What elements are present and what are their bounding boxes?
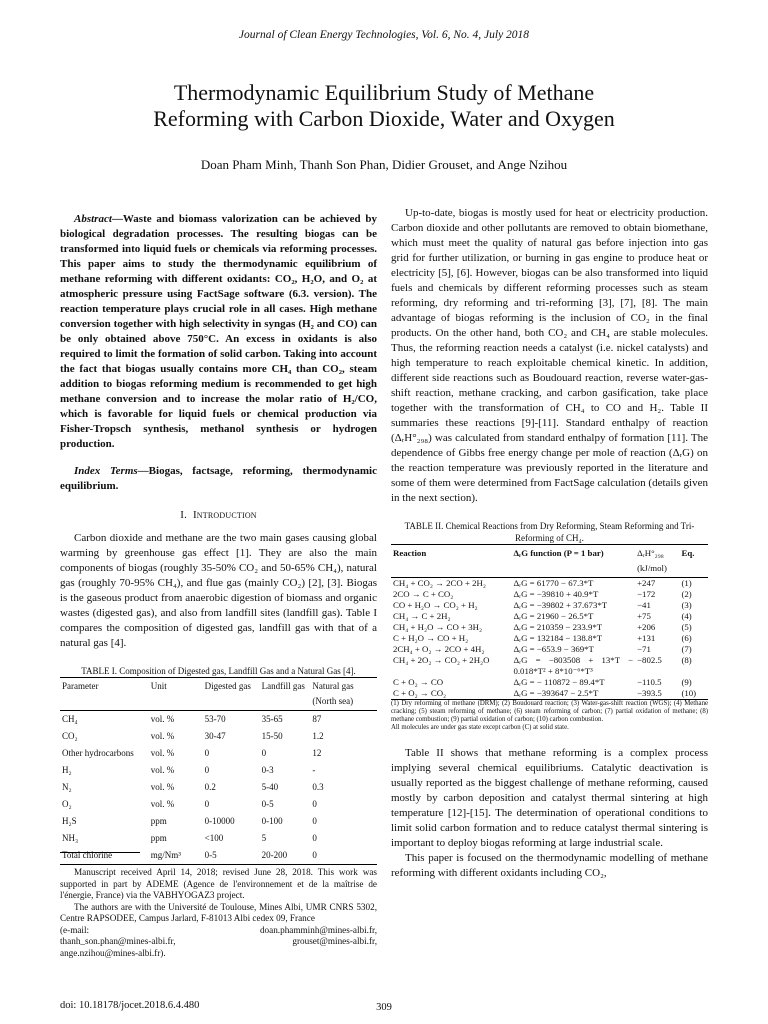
table2-header: ΔᵣG function (P = 1 bar) <box>513 548 604 558</box>
table1-row <box>60 830 377 847</box>
table1-cell: 0-10000 <box>204 816 235 826</box>
table1-cell: O₂ <box>62 799 72 809</box>
footnote-divider <box>60 852 140 853</box>
table1-cell: - <box>312 765 316 775</box>
journal-header: Journal of Clean Energy Technologies, Vol. 6, No. 4, July 2018 <box>238 29 530 41</box>
abstract-text: —Waste and biomass valorization can be achieved by biological degradation processes. The resulting biogas can be transformed into liquid fuels or chemicals via reforming processes. This paper aims to study the thermodynamic equilibrium of methane reforming with different oxidants: CO₂, H₂O, and O₂ at atmospheric pressure using FactSage software (6.3. version). The reaction temperature plays crucial role in all cases. High methane conversion together with high selectivity in syngas (H₂ and CO) can be only obtained above 750°C. An excess in oxidants is also required to limit the formation of solid carbon. Taking into account the fact that biogas usually contains more CH₄ than CO₂, steam addition to biogas reforming medium is recommended to get high methane conversion and to increase the molar ratio of H₂/CO, which is favorable for liquid fuels or chemical production via Fisher-Tropsch synthesis, methanol synthesis or hydrogen production. <box>60 213 377 450</box>
table2-row <box>391 677 708 688</box>
table2-cell: −172 <box>637 589 656 599</box>
table1-cell: 0-3 <box>261 765 274 775</box>
table2-cell: ΔᵣG = 132184 − 138.8*T <box>513 633 603 643</box>
table1-cell: 0 <box>312 799 317 809</box>
table2-cell: ΔᵣG = −653.9 − 369*T <box>513 644 594 654</box>
footnote-email-row <box>60 936 377 948</box>
table1-cell: 30-47 <box>204 731 226 741</box>
table1-header: Landfill gas <box>261 681 305 691</box>
footnote-email-label: (e-mail: <box>60 924 90 935</box>
table1-cell: 0 <box>261 748 267 758</box>
title-line-1: Thermodynamic Equilibrium Study of Methane <box>173 80 595 105</box>
table2-cell: ΔᵣG = 210359 − 233.9*T <box>513 622 603 632</box>
table1-header: Natural gas (North sea) <box>312 681 354 706</box>
table2-note: All molecules are under gas state except carbon (C) at solid state. <box>391 724 569 731</box>
right-paragraph-2: Table II shows that methane reforming is a complex process implying several chemical equilibriums. Catalytic deactivation is usually reported as the biggest challenge of methane reforming, caused mostly by carbon deposition and catalyst thermal sintering at high temperature [12]-[15]. The determination of operational conditions to limit solid carbon formation and to reduce catalyst thermal sintering is important to deploy biogas reforming at large industrial scale. <box>391 747 708 849</box>
table1-cell: vol. % <box>150 799 175 809</box>
table2-row <box>391 655 708 677</box>
table2-header: Eq. <box>681 548 695 558</box>
footnote-affiliation: The authors are with the Université de Toulouse, Mines Albi, UMR CNRS 5302, Centre RAPSODEE, Campus Jarlard, F-81013 Albi cedex 09, France <box>60 901 377 923</box>
table1-cell: ppm <box>150 833 167 843</box>
table2-cell: ΔᵣG = 61770 − 67.3*T <box>513 578 594 588</box>
table1-cell: vol. % <box>150 765 175 775</box>
table2-header-row <box>391 545 708 578</box>
table1-cell: vol. % <box>150 782 175 792</box>
right-column <box>391 206 708 881</box>
table1-row <box>60 762 377 779</box>
table1-cell: 20-200 <box>261 850 288 860</box>
section-heading-introduction <box>60 508 377 523</box>
table2-cell: CH₄ + CO₂ → 2CO + 2H₂ <box>393 578 486 588</box>
table2-cell: ΔᵣG = −39810 + 40.9*T <box>513 589 599 599</box>
table2-cell: (8) <box>681 655 692 665</box>
table1-cell: 0.2 <box>204 782 216 792</box>
table2-cell: +247 <box>637 578 656 588</box>
abstract-label: Abstract <box>74 213 112 225</box>
table1-cell: 0.3 <box>312 782 324 792</box>
table1-cell: Other hydrocarbons <box>62 748 134 758</box>
table2-cell: CH₄ + H₂O → CO + 3H₂ <box>393 622 483 632</box>
table1-cell: vol. % <box>150 714 175 724</box>
table1-cell: 0 <box>204 748 210 758</box>
table1-cell: Total chlorine <box>62 850 113 860</box>
table2-row <box>391 578 708 590</box>
table2-body <box>391 578 708 700</box>
table2-cell: (2) <box>681 589 692 599</box>
table2-row <box>391 644 708 655</box>
table1-cell: ppm <box>150 816 167 826</box>
table1-cell: 0 <box>312 850 317 860</box>
footnote-email[interactable]: ange.nzihou@mines-albi.fr). <box>60 947 166 958</box>
table2-cell: C + H₂O → CO + H₂ <box>393 633 469 643</box>
table1-row <box>60 813 377 830</box>
table1-cell: vol. % <box>150 748 175 758</box>
table2-cell: 2CO → C + CO₂ <box>393 589 454 599</box>
table2-cell: +206 <box>637 622 656 632</box>
table1-row <box>60 728 377 745</box>
left-column <box>60 212 377 865</box>
table2-row <box>391 611 708 622</box>
section-title: Introduction <box>192 509 257 521</box>
table2-row <box>391 688 708 700</box>
table1-cell: 0 <box>204 799 210 809</box>
table1-cell: N₂ <box>62 782 72 792</box>
table2-row <box>391 600 708 611</box>
table1-cell: 15-50 <box>261 731 283 741</box>
table2-cell: −802.5 <box>637 655 662 665</box>
footnote-email[interactable]: thanh_son.phan@mines-albi.fr, <box>60 936 176 946</box>
table1-cell: 53-70 <box>204 714 226 724</box>
table2-cell: C + O₂ → CO <box>393 677 444 687</box>
index-terms-label: Index Terms <box>74 465 138 477</box>
table1-body <box>60 711 377 865</box>
table2-row <box>391 589 708 600</box>
table1-cell: 5-40 <box>261 782 279 792</box>
table2-cell: (6) <box>681 633 692 643</box>
table2-cell: 2CH₄ + O₂ → 2CO + 4H₂ <box>393 644 485 654</box>
title-line-2: Reforming with Carbon Dioxide, Water and Oxygen <box>153 106 615 131</box>
table2-note: (1) Dry reforming of methane (DRM); (2) Boudouard reaction; (3) Water-gas-shift reaction (WGS); (4) Methane cracking; (5) steam reforming of methane; (6) steam reforming of carbon; (7) partial oxidation of methane; (8) methane combustion; (9) partial oxidation of carbon; (10) carbon combustion. <box>391 700 708 723</box>
footnote-manuscript: Manuscript received April 14, 2018; revised June 28, 2018. This work was supported in part by ADEME (Agence de l'environnement et de la maîtrise de l'énergie, France) via the VABHYOGAZ3 project. <box>60 867 377 900</box>
table1-cell: 1.2 <box>312 731 324 741</box>
table1-row <box>60 711 377 729</box>
table1-caption: TABLE I. Composition of Digested gas, Landfill Gas and a Natural Gas [4]. <box>81 666 356 676</box>
table2-cell: +131 <box>637 633 656 643</box>
table1-cell: CH₄ <box>62 714 78 724</box>
table1-header: Parameter <box>62 681 99 691</box>
table1-cell: H₂S <box>62 816 77 826</box>
table2-cell: +75 <box>637 611 651 621</box>
table1-row <box>60 779 377 796</box>
table1 <box>60 677 377 865</box>
table2 <box>391 544 708 700</box>
table1-cell: mg/Nm³ <box>150 850 181 860</box>
section-number: I. <box>180 509 188 521</box>
intro-paragraph: Carbon dioxide and methane are the two main gases causing global warming by greenhouse gas effect [1]. They are also the main components of biogas (roughly 35-50% CO₂ and 50-65% CH₄), natural gas (roughly 70-95% CH₄), and flue gas (mainly CO₂) [2], [3]. Biogas is the gaseous product from anaerobic digestion of biomass and organic wastes (digested gas), and also from landfill sites (landfill gas). Table I compares the composition of digested gas, landfill gas with that of a natural gas [4]. <box>60 532 377 649</box>
doi[interactable]: doi: 10.18178/jocet.2018.6.4.480 <box>60 1000 200 1011</box>
table1-header: Digested gas <box>204 681 251 691</box>
footnote-email[interactable]: doan.phamminh@mines-albi.fr, <box>259 924 377 935</box>
table1-cell: H₂ <box>62 765 72 775</box>
right-paragraph-1: Up-to-date, biogas is mostly used for heat or electricity production. Carbon dioxide and other pollutants are removed to obtain biomethane, which must meet the quality of natural gas before injection into gas grid for further utilization, or burning in gas engine to produce heat or electricity [5], [6]. However, biogas can be also transformed into liquid fuels and chemicals by different reforming processes such as steam reforming, dry reforming and tri-reforming [3], [7], [8]. The main advantage of biogas reforming is the inclusion of CO₂ in the final products. On the other hand, both CO₂ and CH₄ are stable molecules. Thus, the reforming reaction needs a catalyst (i.e. nickel catalysts) and high temperature to reach exploitable chemical kinetic. In addition, different side reactions such as Boudouard reaction, reverse water-gas-shift reaction, methane cracking, and carbon gasification, take place together with the transformation of CH₄ to CO and H₂. Table II summaries these reactions [9]-[11]. Standard enthalpy of reaction (ΔᵣH°₂₉₈) was calculated from standard enthalpy of formation [11]. The dependence of Gibbs free energy change per mole of reaction (ΔᵣG) on the reaction temperature was previously reported in the literature and some of them were determined from FactSage calculation (details given in the next section). <box>391 207 708 504</box>
table2-cell: (7) <box>681 644 692 654</box>
table1-cell: 0-100 <box>261 816 283 826</box>
paper-title <box>60 80 708 132</box>
table2-cell: (4) <box>681 611 692 621</box>
table2-cell: ΔᵣG = −39802 + 37.673*T <box>513 600 608 610</box>
table2-cell: −110.5 <box>637 677 662 687</box>
table1-header-row <box>60 678 377 711</box>
footnote-email[interactable]: grouset@mines-albi.fr, <box>292 936 377 946</box>
table1-header: Unit <box>150 681 167 691</box>
table2-cell: C + O₂ → CO₂ <box>393 688 447 698</box>
right-paragraph-3: This paper is focused on the thermodynamic modelling of methane reforming with different oxidants including CO₂, <box>391 852 708 879</box>
table2-cell: CH₄ + 2O₂ → CO₂ + 2H₂O <box>393 655 490 665</box>
table2-cell: CO + H₂O → CO₂ + H₂ <box>393 600 478 610</box>
table1-cell: vol. % <box>150 731 175 741</box>
table2-header: ΔᵣH°₂₉₈ (kJ/mol) <box>637 548 667 573</box>
table1-cell: 0 <box>312 833 317 843</box>
table1-cell: 35-65 <box>261 714 283 724</box>
page-number: 309 <box>376 1002 392 1013</box>
table2-cell: (10) <box>681 688 697 698</box>
table2-cell: (5) <box>681 622 692 632</box>
footnote-email-row <box>60 925 377 937</box>
table2-cell: ΔᵣG = − 110872 − 89.4*T <box>513 677 605 687</box>
table2-cell: ΔᵣG = −393647 − 2.5*T <box>513 688 599 698</box>
table2-header: Reaction <box>393 548 427 558</box>
table1-cell: <100 <box>204 833 224 843</box>
table1-cell: 87 <box>312 714 322 724</box>
table2-caption: TABLE II. Chemical Reactions from Dry Reforming, Steam Reforming and Tri-Reforming of CH₄. <box>404 521 695 543</box>
table2-cell: (1) <box>681 578 692 588</box>
table2-cell: (9) <box>681 677 692 687</box>
table1-cell: 5 <box>261 833 267 843</box>
footnote-block <box>60 852 377 959</box>
table1-row <box>60 796 377 813</box>
table2-cell: (3) <box>681 600 692 610</box>
table2-cell: CH₄ → C + 2H₂ <box>393 611 451 621</box>
table1-cell: NH₃ <box>62 833 79 843</box>
table1-cell: 0-5 <box>261 799 274 809</box>
table1-cell: 12 <box>312 748 322 758</box>
author-list: Doan Pham Minh, Thanh Son Phan, Didier Grouset, and Ange Nzihou <box>200 157 568 172</box>
table2-cell: −393.5 <box>637 688 662 698</box>
table1-cell: 0-5 <box>204 850 217 860</box>
table2-cell: ΔᵣG = −803508 + 13*T − 0.018*T² + 8*10⁻⁶*T³ <box>513 655 634 676</box>
index-terms-text: —Biogas, factsage, reforming, thermodynamic equilibrium. <box>60 465 377 492</box>
abstract <box>60 212 377 452</box>
table2-row <box>391 633 708 644</box>
table1-cell: 0 <box>204 765 210 775</box>
index-terms <box>60 464 377 494</box>
table1-cell: CO₂ <box>62 731 78 741</box>
table2-cell: −71 <box>637 644 651 654</box>
table1-cell: 0 <box>312 816 317 826</box>
table2-cell: ΔᵣG = 21960 − 26.5*T <box>513 611 594 621</box>
table2-row <box>391 622 708 633</box>
table1-row <box>60 745 377 762</box>
table2-cell: −41 <box>637 600 651 610</box>
